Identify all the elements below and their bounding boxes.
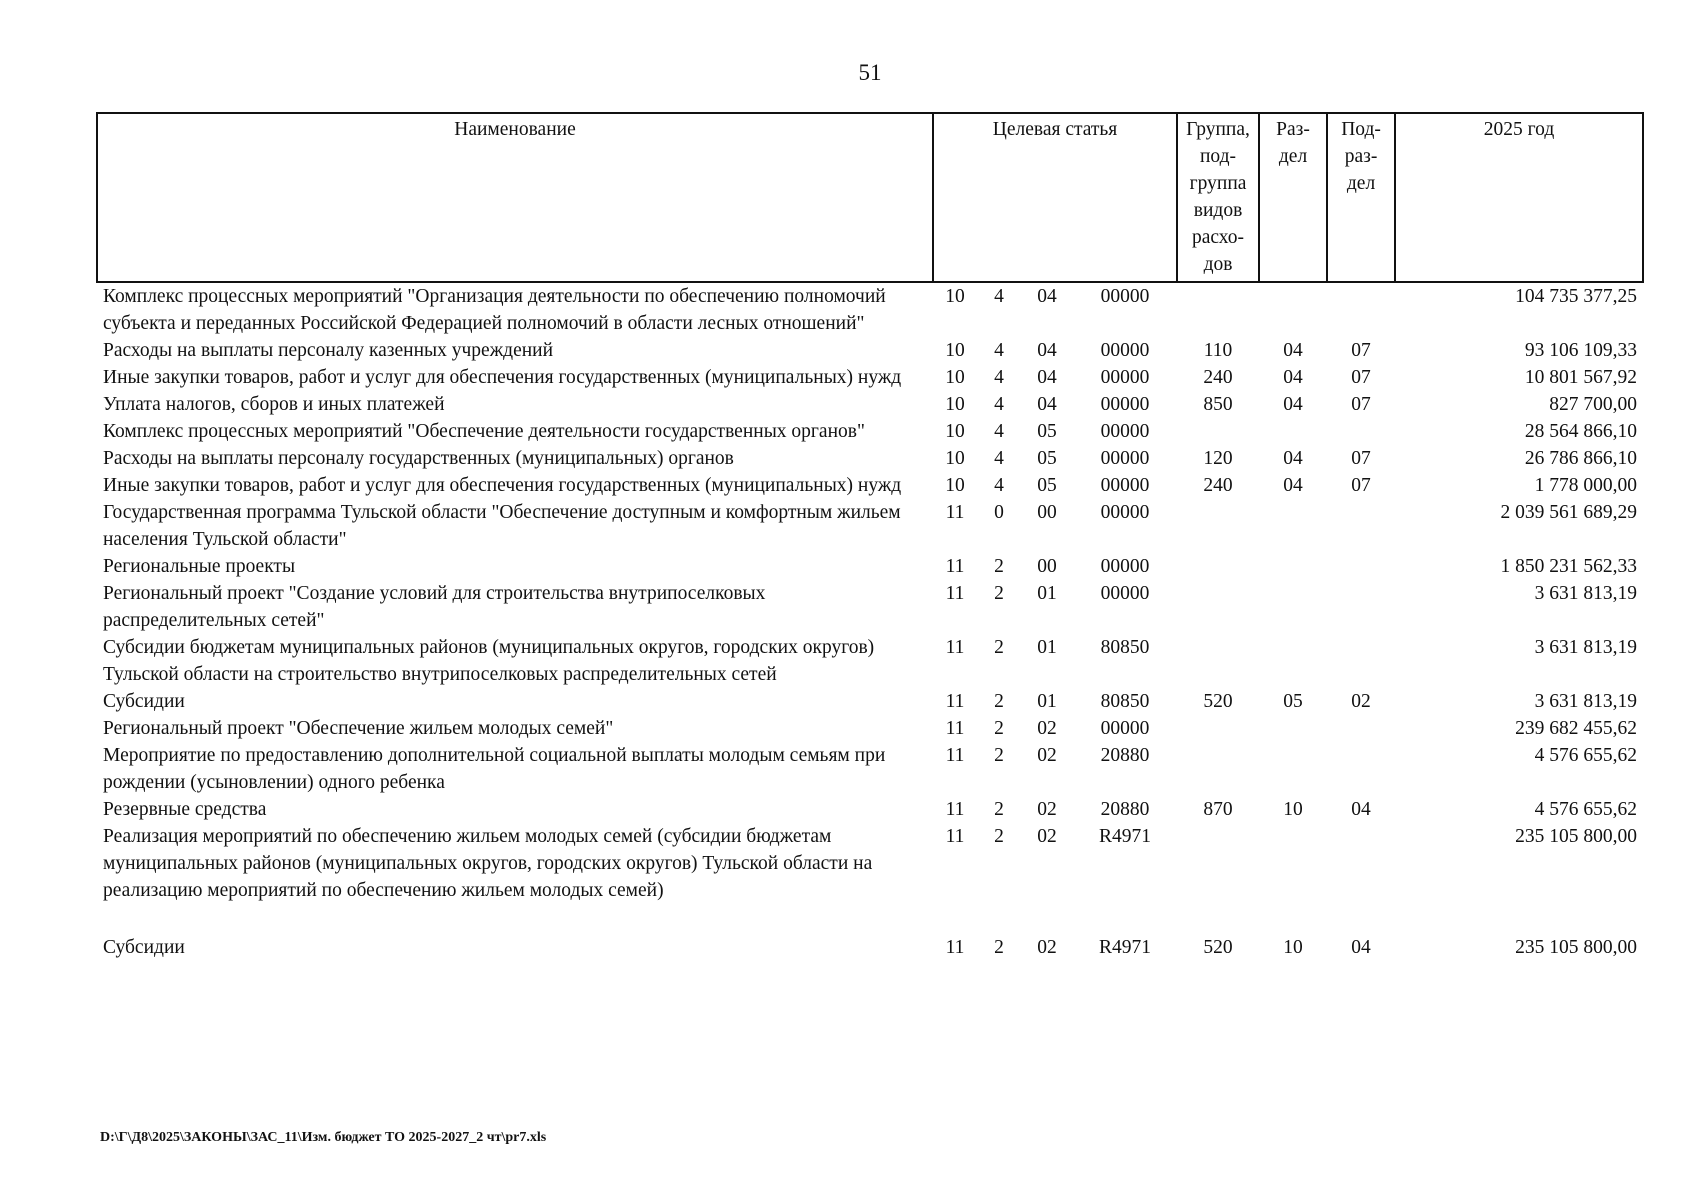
expense-group: 520	[1203, 937, 1233, 958]
target-code-type: 2	[994, 691, 1004, 712]
row-name: Субсидии бюджетам муниципальных районов (муниципальных округов, городских округов) Тульской области на строительство внутрипоселковых распределительных сетей	[103, 637, 875, 685]
amount-2025: 1 778 000,00	[1534, 475, 1638, 496]
amount-2025: 235 105 800,00	[1515, 826, 1638, 847]
target-code-item: 01	[1037, 637, 1057, 658]
target-code-type: 2	[994, 826, 1004, 847]
target-code-type: 2	[994, 556, 1004, 577]
section-code: 04	[1283, 394, 1303, 415]
table-row	[97, 715, 1643, 742]
section-code	[1259, 634, 1327, 688]
target-code-type: 2	[994, 745, 1004, 766]
row-name: Комплекс процессных мероприятий "Организация деятельности по обеспечению полномочий субъекта и переданных Российской Федерацией полномочий в области лесных отношений"	[103, 286, 886, 334]
header-subsection: Под- раз- дел	[1327, 113, 1395, 282]
target-code-program: 11	[945, 556, 965, 577]
amount-2025: 3 631 813,19	[1534, 637, 1638, 658]
amount-2025: 26 786 866,10	[1524, 448, 1638, 469]
row-name: Региональные проекты	[103, 556, 296, 577]
target-code-direction: 20880	[1100, 745, 1150, 766]
target-code-program: 10	[945, 286, 965, 307]
target-code-item: 01	[1037, 583, 1057, 604]
row-name: Реализация мероприятий по обеспечению жильем молодых семей (субсидии бюджетам муниципальных районов (муниципальных округов, городских округов) Тульской области на реализацию мероприятий по обеспечению жильем молодых семей)	[103, 826, 873, 901]
section-code	[1259, 580, 1327, 634]
file-path: D:\Г\Д8\2025\ЗАКОНЫ\ЗАС_11\Изм. бюджет ТО 2025-2027_2 чт\pr7.xls	[100, 1130, 547, 1145]
page-number: 51	[858, 60, 882, 85]
expense-group	[1177, 634, 1259, 688]
target-code-program: 10	[945, 448, 965, 469]
target-code-direction: 00000	[1100, 340, 1150, 361]
target-code-type: 2	[994, 637, 1004, 658]
amount-2025: 4 576 655,62	[1534, 799, 1638, 820]
subsection-code	[1327, 282, 1395, 337]
amount-2025: 104 735 377,25	[1515, 286, 1638, 307]
expense-group: 870	[1203, 799, 1233, 820]
subsection-code: 07	[1351, 367, 1371, 388]
subsection-code	[1327, 418, 1395, 445]
table-row	[97, 634, 1643, 688]
table-row	[97, 364, 1643, 391]
target-code-program: 11	[945, 826, 965, 847]
target-code-type: 2	[994, 937, 1004, 958]
target-code-direction: 80850	[1100, 691, 1150, 712]
subsection-code	[1327, 553, 1395, 580]
table-row	[97, 337, 1643, 364]
header-group: Группа, под- группа видов расхо- дов	[1177, 113, 1259, 282]
budget-table	[96, 112, 1644, 961]
target-code-item: 04	[1037, 286, 1057, 307]
expense-group	[1177, 499, 1259, 553]
amount-2025: 28 564 866,10	[1524, 421, 1638, 442]
amount-2025: 3 631 813,19	[1534, 691, 1638, 712]
target-code-type: 4	[994, 448, 1004, 469]
target-code-item: 02	[1037, 937, 1057, 958]
target-code-item: 00	[1037, 502, 1057, 523]
budget-table-container	[96, 112, 1642, 961]
target-code-program: 10	[945, 394, 965, 415]
amount-2025: 93 106 109,33	[1524, 340, 1638, 361]
section-code	[1259, 282, 1327, 337]
row-name: Региональный проект "Обеспечение жильем молодых семей"	[103, 718, 614, 739]
table-row	[97, 688, 1643, 715]
expense-group	[1177, 580, 1259, 634]
subsection-code	[1327, 634, 1395, 688]
target-code-direction: 00000	[1100, 421, 1150, 442]
subsection-code: 07	[1351, 340, 1371, 361]
section-code: 04	[1283, 448, 1303, 469]
row-name: Субсидии	[103, 937, 185, 958]
section-code: 10	[1283, 937, 1303, 958]
row-name: Расходы на выплаты персоналу казенных учреждений	[103, 340, 554, 361]
amount-2025: 2 039 561 689,29	[1500, 502, 1638, 523]
header-year: 2025 год	[1395, 113, 1643, 282]
target-code-program: 10	[945, 475, 965, 496]
table-row	[97, 282, 1643, 337]
target-code-direction: 00000	[1100, 556, 1150, 577]
table-row	[97, 796, 1643, 823]
section-code	[1259, 823, 1327, 934]
target-code-program: 11	[945, 691, 965, 712]
target-code-type: 4	[994, 421, 1004, 442]
amount-2025: 10 801 567,92	[1524, 367, 1638, 388]
target-code-direction: 00000	[1100, 394, 1150, 415]
target-code-direction: 00000	[1100, 367, 1150, 388]
row-name: Резервные средства	[103, 799, 267, 820]
table-row	[97, 823, 1643, 934]
table-row	[97, 499, 1643, 553]
subsection-code	[1327, 499, 1395, 553]
subsection-code: 02	[1351, 691, 1371, 712]
target-code-item: 04	[1037, 394, 1057, 415]
target-code-direction: 00000	[1100, 502, 1150, 523]
target-code-type: 4	[994, 394, 1004, 415]
section-code	[1259, 553, 1327, 580]
expense-group: 110	[1203, 340, 1233, 361]
target-code-direction: 00000	[1100, 718, 1150, 739]
table-row	[97, 472, 1643, 499]
target-code-item: 05	[1037, 475, 1057, 496]
target-code-type: 4	[994, 367, 1004, 388]
target-code-item: 02	[1037, 826, 1057, 847]
target-code-type: 4	[994, 475, 1004, 496]
target-code-item: 04	[1037, 367, 1057, 388]
target-code-program: 11	[945, 583, 965, 604]
amount-2025: 235 105 800,00	[1515, 937, 1638, 958]
section-code: 04	[1283, 367, 1303, 388]
row-name: Государственная программа Тульской области "Обеспечение доступным и комфортным жильем населения Тульской области"	[103, 502, 901, 550]
target-code-type: 2	[994, 718, 1004, 739]
section-code	[1259, 742, 1327, 796]
subsection-code	[1327, 742, 1395, 796]
subsection-code: 07	[1351, 448, 1371, 469]
subsection-code: 04	[1351, 799, 1371, 820]
table-row	[97, 445, 1643, 472]
table-row	[97, 418, 1643, 445]
target-code-program: 11	[945, 502, 965, 523]
section-code: 04	[1283, 475, 1303, 496]
row-name: Комплекс процессных мероприятий "Обеспечение деятельности государственных органов"	[103, 421, 865, 442]
target-code-item: 01	[1037, 691, 1057, 712]
table-row	[97, 742, 1643, 796]
amount-2025: 827 700,00	[1549, 394, 1638, 415]
row-name: Расходы на выплаты персоналу государственных (муниципальных) органов	[103, 448, 734, 469]
amount-2025: 1 850 231 562,33	[1500, 556, 1638, 577]
target-code-item: 05	[1037, 448, 1057, 469]
header-name: Наименование	[97, 113, 933, 282]
header-target: Целевая статья	[933, 113, 1177, 282]
expense-group	[1177, 418, 1259, 445]
section-code: 04	[1283, 340, 1303, 361]
expense-group	[1177, 742, 1259, 796]
row-name: Иные закупки товаров, работ и услуг для обеспечения государственных (муниципальных) нужд	[103, 367, 902, 388]
target-code-type: 0	[994, 502, 1004, 523]
target-code-program: 11	[945, 745, 965, 766]
subsection-code	[1327, 823, 1395, 934]
subsection-code	[1327, 715, 1395, 742]
target-code-direction: R4971	[1099, 826, 1152, 847]
row-name: Уплата налогов, сборов и иных платежей	[103, 394, 445, 415]
target-code-item: 00	[1037, 556, 1057, 577]
amount-2025: 4 576 655,62	[1534, 745, 1638, 766]
subsection-code: 07	[1351, 394, 1371, 415]
amount-2025: 239 682 455,62	[1515, 718, 1638, 739]
row-name: Субсидии	[103, 691, 185, 712]
target-code-program: 11	[945, 799, 965, 820]
target-code-program: 11	[945, 937, 965, 958]
target-code-direction: 00000	[1100, 583, 1150, 604]
table-row	[97, 934, 1643, 961]
expense-group: 120	[1203, 448, 1233, 469]
expense-group	[1177, 553, 1259, 580]
target-code-item: 02	[1037, 745, 1057, 766]
target-code-direction: 80850	[1100, 637, 1150, 658]
expense-group	[1177, 282, 1259, 337]
amount-2025: 3 631 813,19	[1534, 583, 1638, 604]
expense-group	[1177, 715, 1259, 742]
expense-group: 240	[1203, 475, 1233, 496]
expense-group: 520	[1203, 691, 1233, 712]
target-code-type: 2	[994, 583, 1004, 604]
section-code: 10	[1283, 799, 1303, 820]
subsection-code: 04	[1351, 937, 1371, 958]
target-code-program: 10	[945, 340, 965, 361]
expense-group: 850	[1203, 394, 1233, 415]
row-name: Мероприятие по предоставлению дополнительной социальной выплаты молодым семьям при рождении (усыновлении) одного ребенка	[103, 745, 886, 793]
target-code-item: 04	[1037, 340, 1057, 361]
target-code-program: 11	[945, 637, 965, 658]
table-body	[97, 282, 1643, 961]
subsection-code: 07	[1351, 475, 1371, 496]
target-code-item: 02	[1037, 718, 1057, 739]
target-code-program: 11	[945, 718, 965, 739]
table-header	[97, 113, 1643, 282]
header-section: Раз- дел	[1259, 113, 1327, 282]
target-code-item: 05	[1037, 421, 1057, 442]
target-code-direction: 00000	[1100, 475, 1150, 496]
target-code-direction: 00000	[1100, 448, 1150, 469]
section-code	[1259, 418, 1327, 445]
target-code-item: 02	[1037, 799, 1057, 820]
target-code-program: 10	[945, 421, 965, 442]
section-code	[1259, 715, 1327, 742]
table-row	[97, 580, 1643, 634]
target-code-type: 2	[994, 799, 1004, 820]
target-code-direction: R4971	[1099, 937, 1152, 958]
target-code-direction: 00000	[1100, 286, 1150, 307]
section-code	[1259, 499, 1327, 553]
row-name: Региональный проект "Создание условий для строительства внутрипоселковых распределительных сетей"	[103, 583, 766, 631]
expense-group	[1177, 823, 1259, 934]
section-code: 05	[1283, 691, 1303, 712]
target-code-type: 4	[994, 340, 1004, 361]
target-code-type: 4	[994, 286, 1004, 307]
table-row	[97, 391, 1643, 418]
table-row	[97, 553, 1643, 580]
target-code-direction: 20880	[1100, 799, 1150, 820]
subsection-code	[1327, 580, 1395, 634]
row-name: Иные закупки товаров, работ и услуг для обеспечения государственных (муниципальных) нужд	[103, 475, 902, 496]
target-code-program: 10	[945, 367, 965, 388]
expense-group: 240	[1203, 367, 1233, 388]
